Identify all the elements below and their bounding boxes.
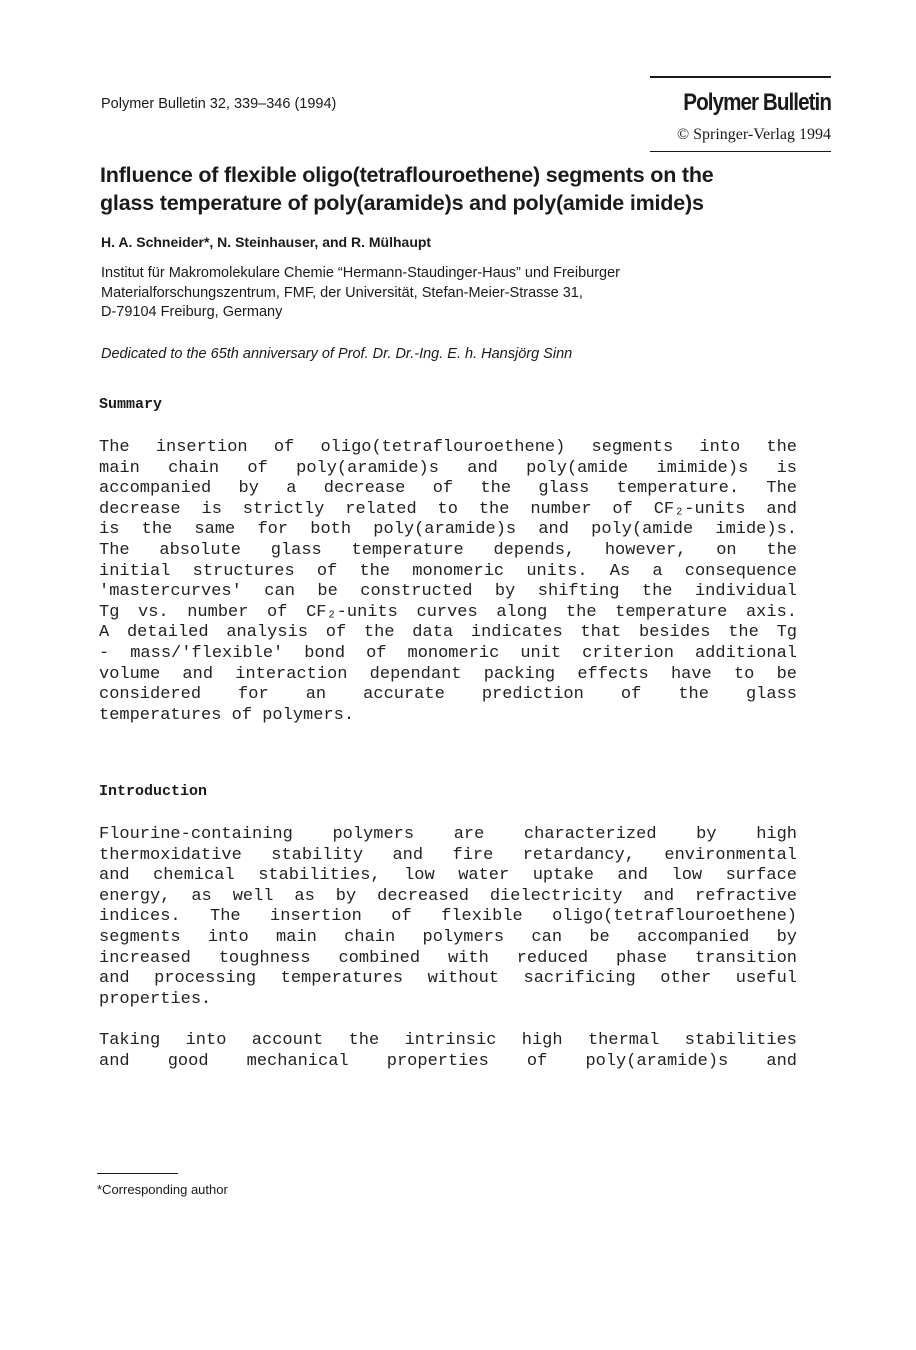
affiliation [101,264,620,323]
publisher-copyright: © Springer-Verlag 1994 [676,126,831,143]
summary-line: accompanied by a decrease of the glass temperature. The [99,479,797,499]
introduction-line: thermoxidative stability and fire retardancy, environmental [99,845,797,865]
summary-line: Tg vs. number of CF₂-units curves along the temperature axis. [99,602,797,622]
summary-line: considered for an accurate prediction of the glass [99,685,797,705]
introduction-line: Flourine-containing polymers are characterized by high [99,825,797,844]
introduction-line: indices. The insertion of flexible oligo(tetraflouroethene) [99,907,797,927]
summary-body [99,438,797,726]
summary-line: volume and interaction dependant packing effects have to be [99,664,797,684]
introduction-line: energy, as well as by decreased dielectricity and refractive [99,886,797,906]
introduction-line: and good mechanical properties of poly(aramide)s and [99,1051,797,1071]
title-line: glass temperature of poly(aramide)s and poly(amide imide)s [100,191,704,215]
introduction-line: and chemical stabilities, low water uptake and low surface [99,866,797,886]
summary-line: The insertion of oligo(tetraflouroethene) segments into the [99,438,797,457]
introduction-heading: Introduction [99,783,208,800]
summary-line: initial structures of the monomeric units. As a consequence [99,561,797,581]
introduction-paragraph-1 [99,825,797,1010]
summary-line: main chain of poly(aramide)s and poly(amide imimide)s is [99,458,797,478]
introduction-line: and processing temperatures without sacrificing other useful [99,969,797,989]
footnote-rule [97,1173,178,1174]
affiliation-line: D-79104 Freiburg, Germany [101,304,283,320]
introduction-line: Taking into account the intrinsic high thermal stabilities [99,1031,797,1050]
summary-line: decrease is strictly related to the number of CF₂-units and [99,499,797,519]
introduction-line: segments into main chain polymers can be accompanied by [99,927,797,947]
title-line: Influence of flexible oligo(tetraflouroethene) segments on the [100,163,714,187]
masthead-bottom-rule [650,151,831,152]
masthead-top-rule [650,76,831,78]
dedication: Dedicated to the 65th anniversary of Prof. Dr. Dr.-Ing. E. h. Hansjörg Sinn [101,346,573,362]
journal-citation: Polymer Bulletin 32, 339–346 (1994) [101,96,337,112]
journal-masthead [650,76,831,152]
paper-title [100,161,830,217]
summary-line: is the same for both poly(aramide)s and poly(amide imide)s. [99,520,797,540]
summary-line: 'mastercurves' can be constructed by shifting the individual [99,582,797,602]
affiliation-line: Materialforschungszentrum, FMF, der Universität, Stefan-Meier-Strasse 31, [101,284,583,301]
summary-heading: Summary [99,396,163,413]
journal-name: Polymer Bulletin [683,89,831,116]
introduction-paragraph-2 [99,1031,797,1072]
introduction-line: properties. [99,989,212,1009]
affiliation-line: Institut für Makromolekulare Chemie “Hermann-Staudinger-Haus” und Freiburger [101,265,620,281]
summary-line: temperatures of polymers. [99,705,355,725]
summary-line: A detailed analysis of the data indicates that besides the Tg [99,623,797,643]
introduction-line: increased toughness combined with reduced phase transition [99,948,797,968]
author-list: H. A. Schneider*, N. Steinhauser, and R. Mülhaupt [101,234,432,250]
summary-line: - mass/'flexible' bond of monomeric unit criterion additional [99,643,797,663]
footnote: *Corresponding author [97,1182,228,1197]
summary-line: The absolute glass temperature depends, however, on the [99,540,797,560]
